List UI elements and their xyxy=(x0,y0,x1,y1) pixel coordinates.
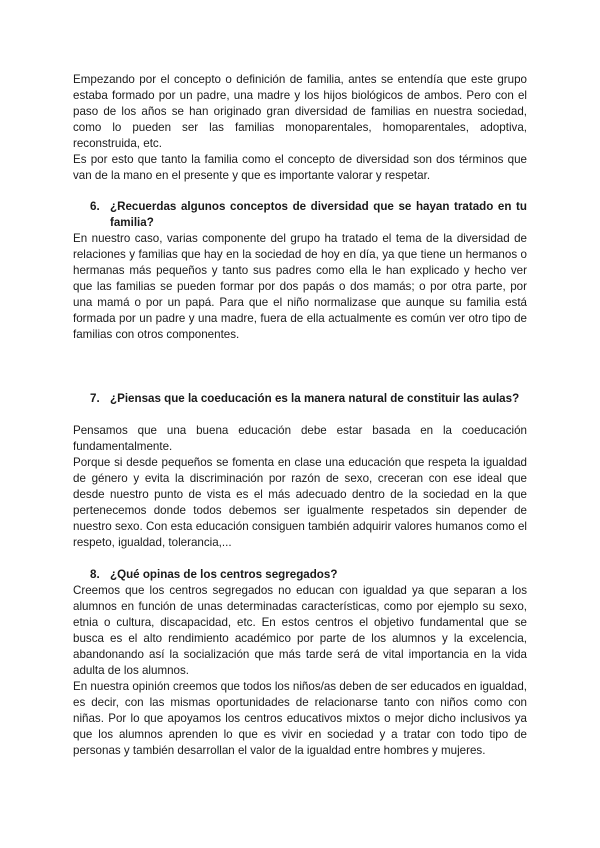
question-7-heading xyxy=(73,391,527,407)
answer-6-paragraph: En nuestro caso, varias componente del grupo ha tratado el tema de la diversidad de relaciones y familias que hay en la sociedad de hoy en día, ya que tiene un hermanos o hermanas más pequeños y tanto sus padres como ella le han explicado y hecho ver que las familias se pueden formar por dos papás o dos mamás; o por otra parte, por una mamá o por un papá. Para que el niño normalizase que aunque su familia está formada por un padre y una madre, fuera de ella actualmente es común ver otro tipo de familias con otros componentes. xyxy=(73,232,527,341)
question-7-text: ¿Piensas que la coeducación es la manera natural de constituir las aulas? xyxy=(110,392,520,405)
question-6-heading xyxy=(73,199,527,231)
answer-7-paragraph-2: Porque si desde pequeños se fomenta en clase una educación que respeta la igualdad de género y evita la discriminación por razón de sexo, creceran con ese ideal que desde nuestro punto de vista es el más adecuado dentro de la sociedad en la que pertenecemos donde todos debemos ser igualmente respetados sin depender de nuestro sexo. Con esta educación consiguen también adquirir valores humanos como el respeto, igualdad, tolerancia,... xyxy=(73,456,527,549)
answer-8-paragraph-1: Creemos que los centros segregados no educan con igualdad ya que separan a los alumnos en función de unas determinadas características, como por ejemplo su sexo, etnia o cultura, discapacidad, etc. En estos centros el objetivo fundamental que se busca es el alto rendimiento académico por parte de los alumnos y la excelencia, abandonando así la socialización que más tarde será de vital importancia en la vida adulta de los alumnos. xyxy=(73,584,527,677)
question-6-number: 6. xyxy=(90,200,100,213)
intro-paragraph-2: Es por esto que tanto la familia como el concepto de diversidad son dos términos que van de la mano en el presente y que es importante valorar y respetar. xyxy=(73,153,527,182)
question-8-text: ¿Qué opinas de los centros segregados? xyxy=(110,568,338,581)
answer-8-paragraph-2: En nuestra opinión creemos que todos los niños/as deben de ser educados en igualdad, es decir, con las mismas oportunidades de relacionarse tanto con niños como con niñas. Por lo que apoyamos los centros educativos mixtos o mejor dicho inclusivos ya que los alumnos aprenden lo que es vivir en sociedad y a tratar con todo tipo de personas y también desarrollan el valor de la igualdad entre hombres y mujeres. xyxy=(73,680,527,757)
question-6-text: ¿Recuerdas algunos conceptos de diversidad que se hayan tratado en tu familia? xyxy=(110,200,527,229)
question-8-number: 8. xyxy=(90,568,100,581)
answer-7-paragraph-1: Pensamos que una buena educación debe estar basada en la coeducación fundamentalmente. xyxy=(73,424,527,453)
question-7-number: 7. xyxy=(90,392,100,405)
question-8-heading xyxy=(73,567,527,583)
intro-paragraph-1: Empezando por el concepto o definición de familia, antes se entendía que este grupo estaba formado por un padre, una madre y los hijos biológicos de ambos. Pero con el paso de los años se han originado gran diversidad de familias en nuestra sociedad, como lo pueden ser las familias monoparentales, homoparentales, adoptiva, reconstruida, etc. xyxy=(73,73,527,150)
